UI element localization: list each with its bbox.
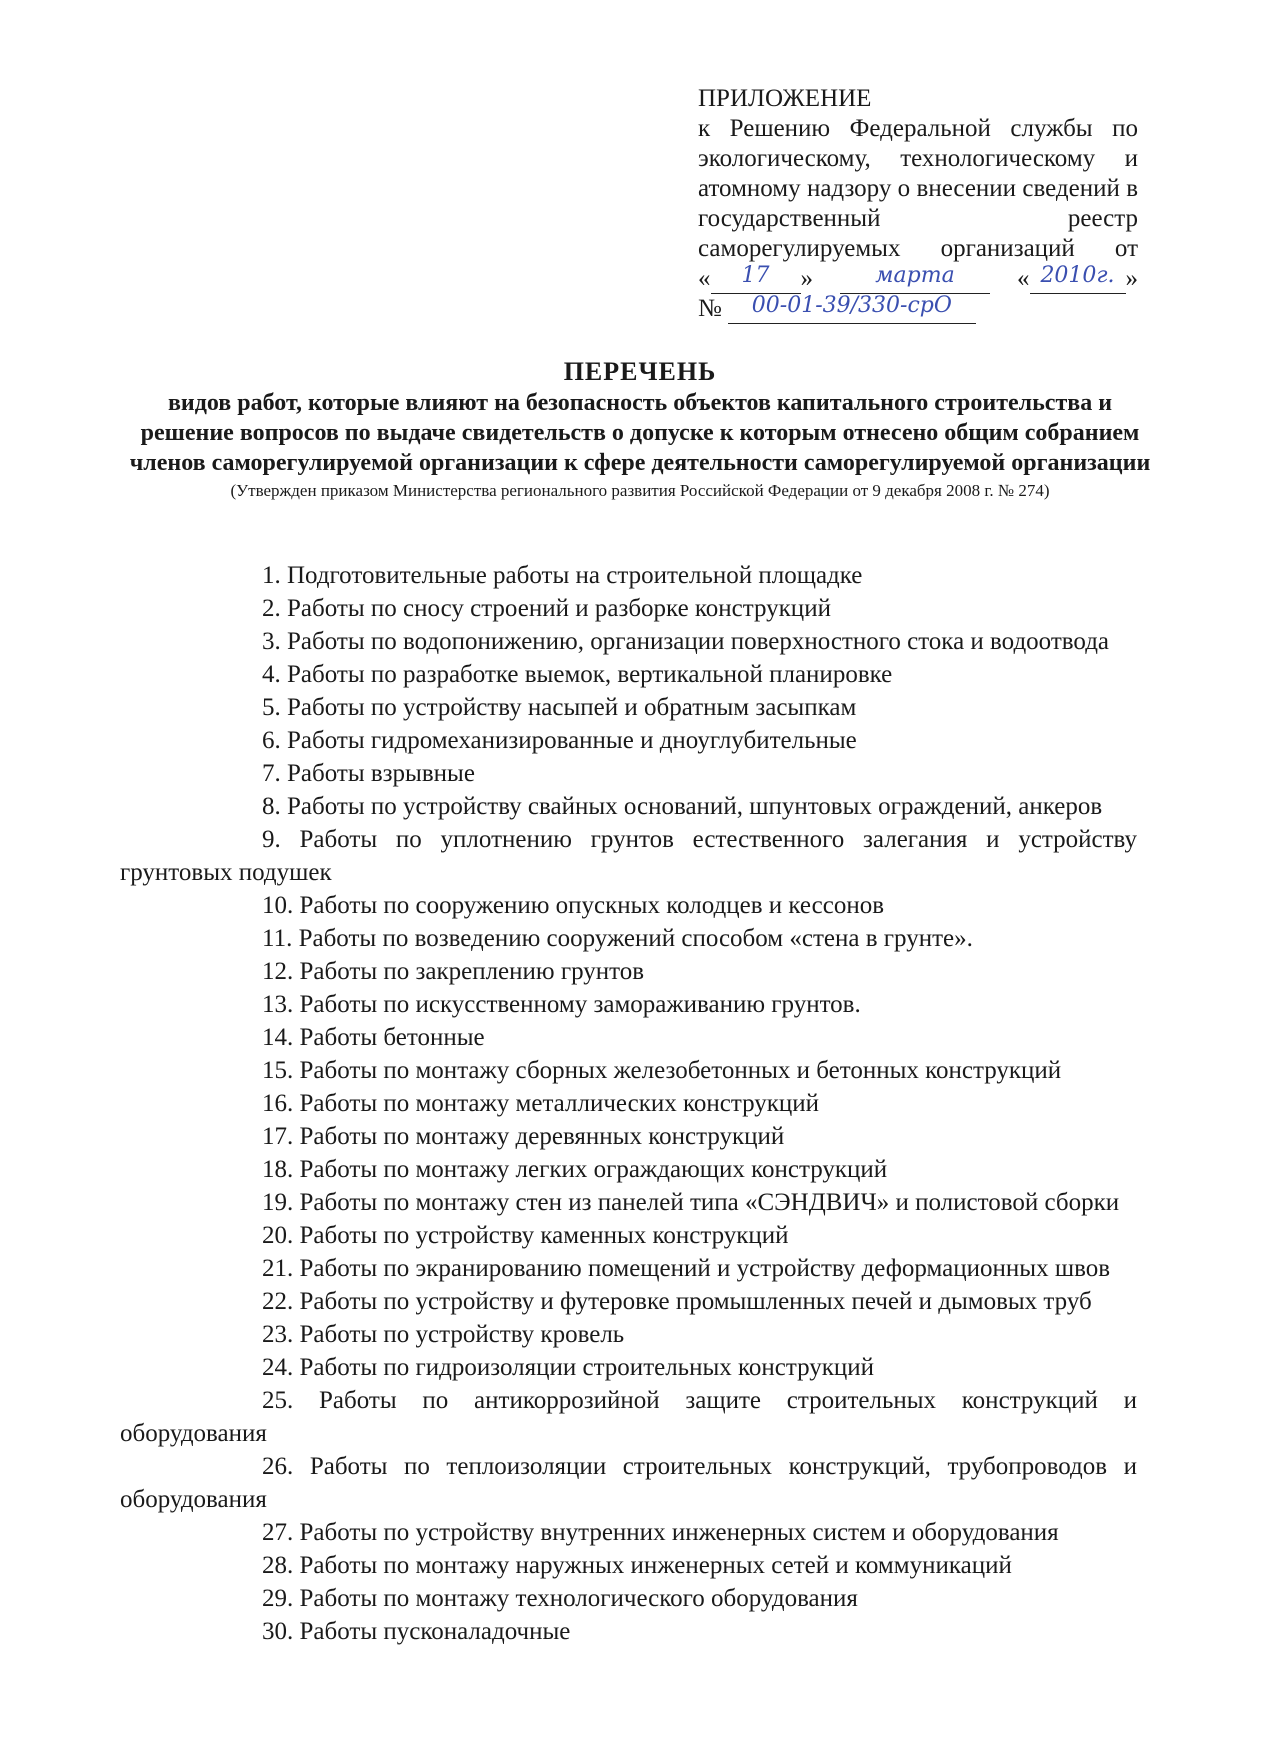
list-item	[120, 625, 1137, 658]
list-item	[120, 1516, 1137, 1549]
list-item-text: Работы пусконаладочные	[293, 1618, 571, 1645]
list-item-number: 12.	[262, 958, 294, 985]
list-item	[120, 1054, 1137, 1087]
date-day-blank	[711, 265, 801, 294]
list-item	[120, 1549, 1137, 1582]
list-item-number: 18.	[262, 1156, 294, 1183]
open-quote: «	[698, 265, 711, 292]
list-item-number: 6.	[262, 727, 281, 754]
document-title: ПЕРЕЧЕНЬ	[563, 357, 717, 386]
list-item-number: 20.	[262, 1222, 294, 1249]
list-item-number: 8.	[262, 793, 281, 820]
list-item-number: 28.	[262, 1552, 294, 1579]
list-item-text: Работы бетонные	[293, 1024, 485, 1051]
list-item-text: Работы по устройству свайных оснований, шпунтовых ограждений, анкеров	[280, 793, 1103, 820]
list-item	[120, 724, 1137, 757]
list-item-number: 29.	[262, 1585, 294, 1612]
appendix-number-line	[698, 294, 1138, 324]
handwritten-year: 2010г.	[1040, 263, 1115, 288]
appendix-heading: ПРИЛОЖЕНИЕ	[698, 85, 872, 112]
list-item-text: Работы по уплотнению грунтов естественного залегания и устройству грунтовых подушек	[120, 826, 1137, 886]
list-item	[120, 955, 1137, 988]
list-item-text: Работы по сооружению опускных колодцев и кессонов	[293, 892, 884, 919]
date-month-blank	[840, 265, 990, 294]
list-item	[120, 1186, 1137, 1219]
list-item-text: Работы по устройству внутренних инженерных систем и оборудования	[293, 1519, 1059, 1546]
list-item-text: Работы по монтажу наружных инженерных сетей и коммуникаций	[293, 1552, 1012, 1579]
list-item	[120, 1021, 1137, 1054]
list-item-number: 7.	[262, 760, 281, 787]
list-item-text: Работы по антикоррозийной защите строительных конструкций и оборудования	[120, 1387, 1137, 1447]
list-item-number: 10.	[262, 892, 294, 919]
handwritten-day: 17	[741, 263, 770, 288]
list-item-number: 9.	[262, 826, 281, 853]
handwritten-number: 00-01-39/330-срО	[751, 293, 952, 318]
date-year-blank	[1030, 265, 1126, 294]
list-item	[120, 691, 1137, 724]
list-item-number: 13.	[262, 991, 294, 1018]
list-item	[120, 1252, 1137, 1285]
list-item	[120, 1384, 1137, 1450]
list-item	[120, 1351, 1137, 1384]
list-item-number: 25.	[262, 1387, 294, 1414]
appendix-block	[698, 84, 1138, 324]
list-item-number: 5.	[262, 694, 281, 721]
list-item-text: Работы по теплоизоляции строительных конструкций, трубопроводов и оборудования	[120, 1453, 1137, 1513]
list-item-text: Работы по устройству кровель	[293, 1321, 625, 1348]
number-sign: №	[698, 295, 722, 322]
list-item-number: 3.	[262, 628, 281, 655]
list-item-text: Работы по закреплению грунтов	[293, 958, 645, 985]
list-item	[120, 823, 1137, 889]
list-item	[120, 757, 1137, 790]
list-item	[120, 1219, 1137, 1252]
list-item-number: 27.	[262, 1519, 294, 1546]
work-types-list	[120, 559, 1137, 1648]
list-item-text: Работы по монтажу легких ограждающих конструкций	[293, 1156, 888, 1183]
handwritten-month: марта	[875, 263, 955, 288]
list-item-number: 2.	[262, 595, 281, 622]
list-item	[120, 1582, 1137, 1615]
list-item-text: Работы по монтажу металлических конструкций	[293, 1090, 820, 1117]
close-quote: »	[800, 265, 813, 292]
list-item-number: 23.	[262, 1321, 294, 1348]
list-item	[120, 1450, 1137, 1516]
list-item-number: 1.	[262, 562, 281, 589]
list-item-number: 24.	[262, 1354, 294, 1381]
list-item-text: Работы по устройству каменных конструкций	[293, 1222, 789, 1249]
list-item-number: 11.	[262, 925, 293, 952]
list-item-text: Подготовительные работы на строительной площадке	[280, 562, 863, 589]
date-year-group	[1017, 264, 1138, 294]
list-item-number: 15.	[262, 1057, 294, 1084]
list-item-number: 26.	[262, 1453, 294, 1480]
date-day-group	[698, 264, 813, 294]
list-item-number: 14.	[262, 1024, 294, 1051]
list-item-text: Работы по возведению сооружений способом «стена в грунте».	[292, 925, 973, 952]
list-item-text: Работы по сносу строений и разборке конструкций	[280, 595, 831, 622]
list-item-number: 30.	[262, 1618, 294, 1645]
list-item	[120, 922, 1137, 955]
list-item-text: Работы по монтажу стен из панелей типа «СЭНДВИЧ» и полистовой сборки	[293, 1189, 1120, 1216]
list-item-text: Работы по монтажу деревянных конструкций	[293, 1123, 785, 1150]
list-item	[120, 559, 1137, 592]
list-item-number: 17.	[262, 1123, 294, 1150]
approval-note: (Утвержден приказом Министерства регионального развития Российской Федерации от 9 декабря 2008 г. № 274)	[230, 481, 1050, 500]
list-item	[120, 1615, 1137, 1648]
list-item-number: 19.	[262, 1189, 294, 1216]
list-item-text: Работы по гидроизоляции строительных конструкций	[293, 1354, 875, 1381]
list-item	[120, 790, 1137, 823]
list-item	[120, 1153, 1137, 1186]
list-item	[120, 1285, 1137, 1318]
list-item-text: Работы по устройству насыпей и обратным засыпкам	[280, 694, 857, 721]
list-item-text: Работы по разработке выемок, вертикальной планировке	[280, 661, 893, 688]
list-item-number: 16.	[262, 1090, 294, 1117]
list-item-text: Работы по устройству и футеровке промышленных печей и дымовых труб	[293, 1288, 1092, 1315]
title-block	[120, 356, 1160, 502]
list-item-text: Работы по искусственному замораживанию грунтов.	[293, 991, 861, 1018]
list-item	[120, 1120, 1137, 1153]
list-item-text: Работы по монтажу сборных железобетонных и бетонных конструкций	[293, 1057, 1062, 1084]
list-item	[120, 658, 1137, 691]
list-item-number: 4.	[262, 661, 281, 688]
appendix-date-line	[698, 264, 1138, 294]
list-item-number: 21.	[262, 1255, 294, 1282]
number-blank	[728, 295, 976, 324]
list-item	[120, 592, 1137, 625]
list-item	[120, 1087, 1137, 1120]
list-item-text: Работы по экранированию помещений и устройству деформационных швов	[293, 1255, 1111, 1282]
list-item	[120, 988, 1137, 1021]
list-item	[120, 889, 1137, 922]
year-open-quote: «	[1017, 265, 1030, 292]
year-close-quote: »	[1125, 265, 1138, 292]
appendix-text: к Решению Федеральной службы по экологическому, технологическому и атомному надзору о внесении сведений в государственный реестр саморегулируемых организаций от	[698, 115, 1138, 262]
list-item-text: Работы по монтажу технологического оборудования	[293, 1585, 858, 1612]
list-item-text: Работы взрывные	[280, 760, 475, 787]
list-item-number: 22.	[262, 1288, 294, 1315]
document-subtitle: видов работ, которые влияют на безопасность объектов капитального строительства и решение вопросов по выдаче свидетельств о допуске к которым отнесено общим собранием членов саморегулируемой организации к сфере деятельности саморегулируемой организации	[129, 390, 1151, 476]
list-item-text: Работы по водопонижению, организации поверхностного стока и водоотвода	[280, 628, 1110, 655]
list-item-text: Работы гидромеханизированные и дноуглубительные	[280, 727, 857, 754]
list-item	[120, 1318, 1137, 1351]
